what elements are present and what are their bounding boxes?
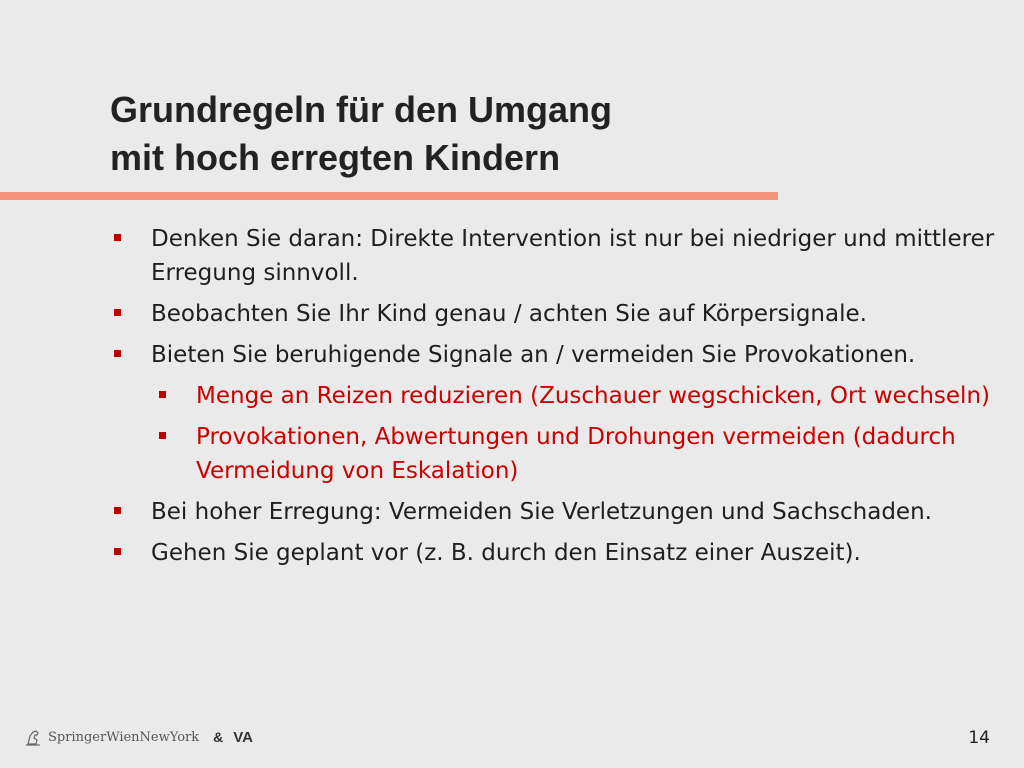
sub-bullet-text: Provokationen, Abwertungen und Drohungen vermeiden (dadurch Vermeidung von Eskalation) [196, 424, 956, 484]
sub-bullet-text: Menge an Reizen reduzieren (Zuschauer wegschicken, Ort wechseln) [196, 383, 990, 409]
title-divider [0, 192, 778, 200]
publisher-logo [24, 724, 253, 750]
bullet-text: Gehen Sie geplant vor (z. B. durch den Einsatz einer Auszeit). [151, 540, 861, 566]
slide-title-line-1: Grundregeln für den Umgang [110, 89, 613, 130]
slide-title [110, 86, 612, 182]
bullet-list [110, 222, 1000, 577]
bullet-item [110, 338, 1000, 372]
bullet-item [110, 297, 1000, 331]
bullet-text: Bieten Sie beruhigende Signale an / vermeiden Sie Provokationen. [151, 342, 916, 368]
square-bullet-icon [114, 507, 121, 514]
bullet-item [110, 495, 1000, 529]
square-bullet-icon [114, 309, 121, 316]
bullet-text: Bei hoher Erregung: Vermeiden Sie Verletzungen und Sachschaden. [151, 499, 932, 525]
bullet-item [110, 536, 1000, 570]
bullet-text: Beobachten Sie Ihr Kind genau / achten Sie auf Körpersignale. [151, 301, 867, 327]
springer-horse-icon [24, 727, 44, 747]
publisher-name: SpringerWienNewYork [48, 729, 200, 745]
square-bullet-icon [114, 350, 121, 357]
slide-title-line-2: mit hoch erregten Kindern [110, 137, 561, 178]
bullet-text: Denken Sie daran: Direkte Intervention ist nur bei niedriger und mittlerer Erregung sinnvoll. [151, 226, 995, 286]
square-bullet-icon [159, 432, 166, 439]
square-bullet-icon [159, 391, 166, 398]
square-bullet-icon [114, 234, 121, 241]
ampersand: & [213, 729, 224, 745]
square-bullet-icon [114, 548, 121, 555]
sub-bullet-item [155, 420, 1000, 488]
page-number: 14 [968, 728, 990, 748]
sub-bullet-item [155, 379, 1000, 413]
bullet-item [110, 222, 1000, 290]
partner-logo: VA [233, 728, 253, 746]
